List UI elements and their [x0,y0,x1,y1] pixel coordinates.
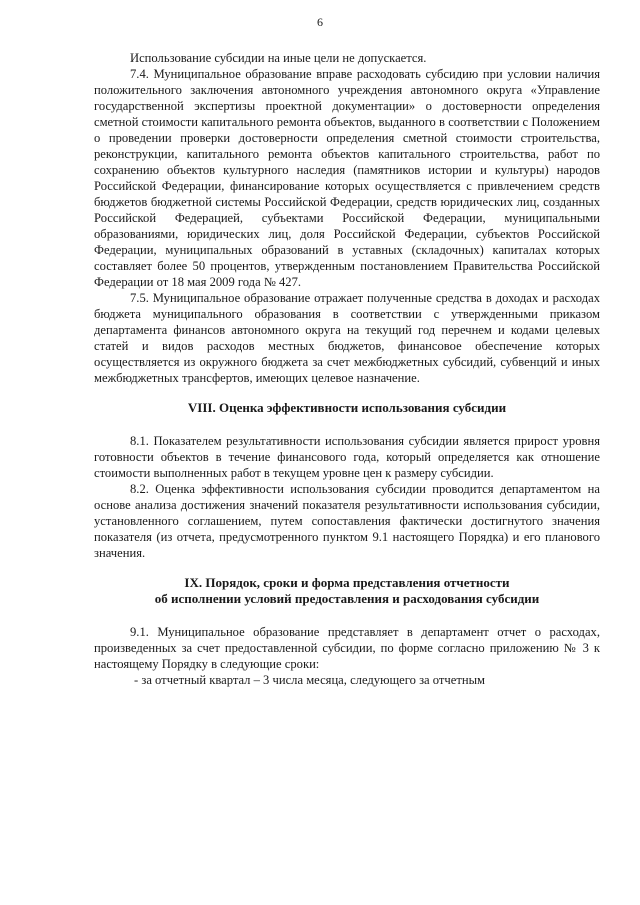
section-9-heading-line-1: IX. Порядок, сроки и форма представления отчетности [184,574,510,590]
section-8-heading-text: VIII. Оценка эффективности использования субсидии [187,400,507,415]
paragraph-7-5: 7.5. Муниципальное образование отражает полученные средства в доходах и расходах бюджета муниципального образования в соответствии с утвержденными приказом департамента финансов автономного округа на текущий год перечнем и кодами целевых статей и видов расходов местных бюджетов, финансовое обеспечение которых осуществляется из окружного бюджета за счет межбюджетных субсидий, субвенций и иных межбюджетных трансфертов, имеющих целевое назначение. [94,291,600,385]
paragraph-8-1: 8.1. Показателем результативности использования субсидии является прирост уровня готовности объектов в течение финансового года, который определяется как отношение стоимости выполненных работ в текущем уровне цен к размеру субсидии. [94,433,600,480]
page-number: 6 [317,15,323,29]
paragraph-7-4: 7.4. Муниципальное образование вправе расходовать субсидию при условии наличия положительного заключения автономного учреждения автономного округа «Управление государственной экспертизы проектной документации» о достоверности определения сметной стоимости капитального ремонта объектов, выданного в соответствии с Положением о проведении проверки достоверности определения сметной стоимости строительства, реконструкции, капитального ремонта объектов капитального строительства, работ по сохранению объектов культурного наследия (памятников истории и культуры) народов Российской Федерации, финансирование которых осуществляется с привлечением средств бюджетов бюджетной системы Российской Федерации, средств юридических лиц, созданных Российской Федерацией, субъектами Российской Федерации, муниципальными образованиями, юридических лиц, доля Российской Федерации, субъектов Российской Федерации, муниципальных образований в уставных (складочных) капиталах которых составляет более 50 процентов, утвержденным постановлением Правительства Российской Федерации от 18 мая 2009 года № 427. [94,67,600,289]
section-9-heading [94,575,600,608]
section-8-heading [94,400,600,417]
paragraph-subsidy-restriction: Использование субсидии на иные цели не допускается. [130,51,427,65]
list-item-quarterly-deadline: - за отчетный квартал – 3 числа месяца, следующего за отчетным [134,672,486,687]
paragraph-9-1: 9.1. Муниципальное образование представляет в департамент отчет о расходах, произведенных за счет предоставленной субсидии, по форме согласно приложению № 3 к настоящему Порядку в следующие сроки: [94,624,600,671]
section-9-heading-line-2: об исполнении условий предоставления и расходования субсидии [154,591,540,606]
paragraph-8-2: 8.2. Оценка эффективности использования субсидии проводится департаментом на основе анализа достижения значений показателя результативности использования субсидии, установленного соглашением, путем сопоставления фактически достигнутого значения показателя (из отчета, предусмотренного пунктом 9.1 настоящего Порядка) и его планового значения. [94,481,600,560]
document-body [94,50,600,688]
